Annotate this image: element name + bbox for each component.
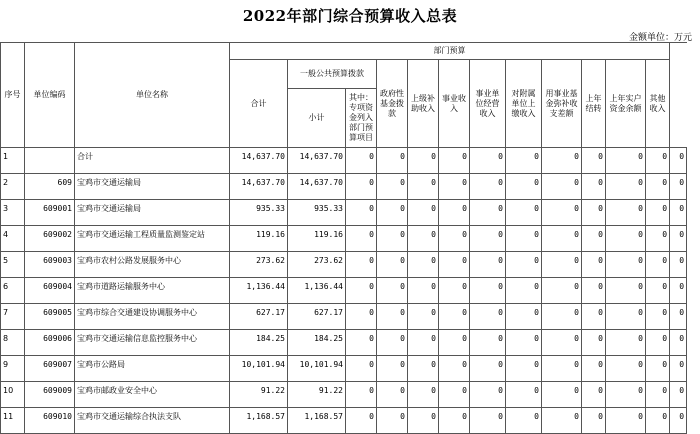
budget-table xyxy=(0,42,687,434)
cell-unit-name: 宝鸡市交通运输信息监控服务中心 xyxy=(75,330,230,356)
cell-amount: 0 xyxy=(582,278,606,304)
cell-amount: 0 xyxy=(346,408,377,434)
cell-amount: 0 xyxy=(470,252,506,278)
col-fund-balance: 用事业基金弥补收支差额 xyxy=(542,60,582,148)
cell-amount: 0 xyxy=(377,200,408,226)
cell-amount: 0 xyxy=(506,278,542,304)
cell-amount: 0 xyxy=(606,252,646,278)
cell-amount: 0 xyxy=(377,356,408,382)
cell-amount: 0 xyxy=(542,356,582,382)
cell-amount: 0 xyxy=(470,148,506,174)
cell-amount: 0 xyxy=(346,278,377,304)
cell-unit-name: 宝鸡市交通运输工程质量监测鉴定站 xyxy=(75,226,230,252)
cell-subtotal: 14,637.70 xyxy=(288,148,346,174)
col-subtotal: 小计 xyxy=(288,89,346,148)
col-seq: 序号 xyxy=(1,43,25,148)
cell-amount: 0 xyxy=(470,278,506,304)
cell-amount: 0 xyxy=(408,278,439,304)
cell-amount: 0 xyxy=(670,304,687,330)
cell-amount: 0 xyxy=(646,174,670,200)
cell-amount: 0 xyxy=(408,226,439,252)
cell-amount: 0 xyxy=(582,200,606,226)
table-row xyxy=(1,330,687,356)
cell-subtotal: 1,136.44 xyxy=(288,278,346,304)
cell-amount: 0 xyxy=(346,200,377,226)
cell-amount: 0 xyxy=(408,330,439,356)
col-total: 合计 xyxy=(230,60,288,148)
cell-amount: 0 xyxy=(439,330,470,356)
cell-amount: 0 xyxy=(439,408,470,434)
cell-amount: 0 xyxy=(582,304,606,330)
table-row xyxy=(1,304,687,330)
cell-unit-code: 609001 xyxy=(25,200,75,226)
col-general-budget: 一般公共预算拨款 xyxy=(288,60,377,89)
cell-amount: 0 xyxy=(646,330,670,356)
cell-amount: 0 xyxy=(542,382,582,408)
col-real-fund: 上年实户资金余额 xyxy=(606,60,646,148)
cell-seq: 6 xyxy=(1,278,25,304)
cell-amount: 0 xyxy=(670,252,687,278)
cell-subtotal: 91.22 xyxy=(288,382,346,408)
cell-seq: 1 xyxy=(1,148,25,174)
cell-unit-code xyxy=(25,148,75,174)
cell-amount: 0 xyxy=(670,148,687,174)
cell-amount: 0 xyxy=(470,200,506,226)
table-row xyxy=(1,356,687,382)
cell-amount: 0 xyxy=(439,356,470,382)
cell-amount: 0 xyxy=(408,174,439,200)
cell-amount: 0 xyxy=(346,226,377,252)
cell-seq: 8 xyxy=(1,330,25,356)
cell-subtotal: 935.33 xyxy=(288,200,346,226)
cell-amount: 0 xyxy=(506,200,542,226)
cell-amount: 0 xyxy=(346,174,377,200)
cell-amount: 0 xyxy=(606,278,646,304)
col-special-funds: 其中：专项资金列入部门预算项目 xyxy=(346,89,377,148)
cell-subtotal: 627.17 xyxy=(288,304,346,330)
cell-amount: 0 xyxy=(606,330,646,356)
cell-unit-name: 宝鸡市交通运输局 xyxy=(75,200,230,226)
cell-amount: 0 xyxy=(542,330,582,356)
cell-total: 119.16 xyxy=(230,226,288,252)
table-row xyxy=(1,382,687,408)
cell-amount: 0 xyxy=(377,278,408,304)
cell-amount: 0 xyxy=(377,330,408,356)
col-carryover: 上年结转 xyxy=(582,60,606,148)
cell-amount: 0 xyxy=(606,226,646,252)
cell-unit-code: 609010 xyxy=(25,408,75,434)
cell-unit-name: 宝鸡市公路局 xyxy=(75,356,230,382)
table-header xyxy=(1,43,687,148)
col-affiliated-income: 对附属单位上缴收入 xyxy=(506,60,542,148)
table-row xyxy=(1,252,687,278)
cell-amount: 0 xyxy=(670,356,687,382)
cell-amount: 0 xyxy=(377,382,408,408)
cell-amount: 0 xyxy=(582,356,606,382)
cell-unit-name: 宝鸡市邮政业安全中心 xyxy=(75,382,230,408)
cell-unit-code: 609007 xyxy=(25,356,75,382)
cell-amount: 0 xyxy=(439,226,470,252)
cell-amount: 0 xyxy=(582,174,606,200)
cell-amount: 0 xyxy=(377,226,408,252)
cell-amount: 0 xyxy=(582,408,606,434)
cell-amount: 0 xyxy=(646,278,670,304)
cell-amount: 0 xyxy=(582,226,606,252)
cell-unit-name: 宝鸡市综合交通建设协调服务中心 xyxy=(75,304,230,330)
cell-subtotal: 119.16 xyxy=(288,226,346,252)
cell-unit-code: 609005 xyxy=(25,304,75,330)
cell-amount: 0 xyxy=(606,148,646,174)
table-row xyxy=(1,226,687,252)
col-career-income: 事业收入 xyxy=(439,60,470,148)
cell-amount: 0 xyxy=(377,408,408,434)
cell-amount: 0 xyxy=(606,200,646,226)
cell-amount: 0 xyxy=(506,148,542,174)
cell-amount: 0 xyxy=(439,174,470,200)
cell-amount: 0 xyxy=(506,304,542,330)
cell-amount: 0 xyxy=(606,356,646,382)
cell-amount: 0 xyxy=(542,200,582,226)
cell-unit-name: 合计 xyxy=(75,148,230,174)
cell-amount: 0 xyxy=(439,304,470,330)
cell-amount: 0 xyxy=(646,356,670,382)
cell-total: 1,136.44 xyxy=(230,278,288,304)
cell-amount: 0 xyxy=(542,408,582,434)
cell-amount: 0 xyxy=(346,304,377,330)
table-row xyxy=(1,408,687,434)
cell-amount: 0 xyxy=(470,408,506,434)
currency-unit: 金额单位：万元 xyxy=(628,33,692,43)
cell-amount: 0 xyxy=(542,226,582,252)
cell-amount: 0 xyxy=(670,278,687,304)
cell-subtotal: 1,168.57 xyxy=(288,408,346,434)
cell-amount: 0 xyxy=(439,278,470,304)
cell-amount: 0 xyxy=(646,408,670,434)
cell-amount: 0 xyxy=(606,174,646,200)
cell-seq: 3 xyxy=(1,200,25,226)
cell-amount: 0 xyxy=(606,408,646,434)
cell-amount: 0 xyxy=(670,382,687,408)
cell-amount: 0 xyxy=(646,200,670,226)
cell-amount: 0 xyxy=(470,356,506,382)
cell-amount: 0 xyxy=(606,382,646,408)
cell-amount: 0 xyxy=(506,226,542,252)
cell-unit-code: 609004 xyxy=(25,278,75,304)
cell-amount: 0 xyxy=(646,226,670,252)
report-title: 2022年部门综合预算收入总表 xyxy=(242,7,458,25)
cell-unit-name: 宝鸡市农村公路发展服务中心 xyxy=(75,252,230,278)
cell-unit-code: 609006 xyxy=(25,330,75,356)
cell-amount: 0 xyxy=(542,304,582,330)
cell-seq: 7 xyxy=(1,304,25,330)
cell-amount: 0 xyxy=(408,148,439,174)
cell-amount: 0 xyxy=(377,174,408,200)
col-unit-code: 单位编码 xyxy=(25,43,75,148)
cell-amount: 0 xyxy=(542,278,582,304)
cell-amount: 0 xyxy=(346,330,377,356)
cell-total: 14,637.70 xyxy=(230,174,288,200)
cell-amount: 0 xyxy=(470,174,506,200)
cell-amount: 0 xyxy=(670,174,687,200)
cell-amount: 0 xyxy=(670,408,687,434)
cell-unit-code: 609003 xyxy=(25,252,75,278)
cell-amount: 0 xyxy=(506,174,542,200)
cell-amount: 0 xyxy=(346,356,377,382)
cell-amount: 0 xyxy=(646,382,670,408)
col-dept-budget: 部门预算 xyxy=(230,43,670,60)
cell-amount: 0 xyxy=(582,148,606,174)
cell-amount: 0 xyxy=(470,382,506,408)
cell-amount: 0 xyxy=(506,382,542,408)
cell-amount: 0 xyxy=(470,330,506,356)
cell-amount: 0 xyxy=(408,252,439,278)
cell-amount: 0 xyxy=(670,330,687,356)
cell-amount: 0 xyxy=(506,356,542,382)
cell-seq: 4 xyxy=(1,226,25,252)
cell-amount: 0 xyxy=(470,304,506,330)
cell-amount: 0 xyxy=(582,382,606,408)
cell-amount: 0 xyxy=(506,330,542,356)
cell-subtotal: 10,101.94 xyxy=(288,356,346,382)
cell-subtotal: 184.25 xyxy=(288,330,346,356)
table-row xyxy=(1,148,687,174)
cell-total: 935.33 xyxy=(230,200,288,226)
cell-total: 184.25 xyxy=(230,330,288,356)
cell-unit-code: 609 xyxy=(25,174,75,200)
cell-amount: 0 xyxy=(506,408,542,434)
cell-amount: 0 xyxy=(346,252,377,278)
cell-amount: 0 xyxy=(670,226,687,252)
cell-subtotal: 14,637.70 xyxy=(288,174,346,200)
cell-amount: 0 xyxy=(439,148,470,174)
cell-amount: 0 xyxy=(542,174,582,200)
cell-subtotal: 273.62 xyxy=(288,252,346,278)
cell-total: 10,101.94 xyxy=(230,356,288,382)
table-row xyxy=(1,174,687,200)
cell-amount: 0 xyxy=(646,148,670,174)
cell-total: 1,168.57 xyxy=(230,408,288,434)
cell-seq: 10 xyxy=(1,382,25,408)
cell-amount: 0 xyxy=(346,148,377,174)
cell-amount: 0 xyxy=(606,304,646,330)
cell-amount: 0 xyxy=(582,252,606,278)
cell-amount: 0 xyxy=(408,408,439,434)
cell-amount: 0 xyxy=(542,148,582,174)
cell-unit-name: 宝鸡市交通运输局 xyxy=(75,174,230,200)
cell-amount: 0 xyxy=(439,252,470,278)
cell-unit-code: 609002 xyxy=(25,226,75,252)
cell-total: 627.17 xyxy=(230,304,288,330)
col-gov-fund: 政府性基金拨款 xyxy=(377,60,408,148)
col-other-income: 其他收入 xyxy=(646,60,670,148)
cell-amount: 0 xyxy=(582,330,606,356)
cell-amount: 0 xyxy=(439,382,470,408)
cell-total: 14,637.70 xyxy=(230,148,288,174)
cell-amount: 0 xyxy=(377,148,408,174)
cell-unit-code: 609009 xyxy=(25,382,75,408)
cell-amount: 0 xyxy=(377,252,408,278)
cell-unit-name: 宝鸡市交通运输综合执法支队 xyxy=(75,408,230,434)
cell-amount: 0 xyxy=(670,200,687,226)
table-row xyxy=(1,200,687,226)
cell-amount: 0 xyxy=(377,304,408,330)
cell-total: 273.62 xyxy=(230,252,288,278)
cell-amount: 0 xyxy=(408,200,439,226)
col-operation-income: 事业单位经营收入 xyxy=(470,60,506,148)
cell-amount: 0 xyxy=(408,304,439,330)
cell-amount: 0 xyxy=(439,200,470,226)
cell-seq: 5 xyxy=(1,252,25,278)
cell-seq: 9 xyxy=(1,356,25,382)
col-superior-subsidy: 上级补助收入 xyxy=(408,60,439,148)
cell-amount: 0 xyxy=(542,252,582,278)
cell-amount: 0 xyxy=(470,226,506,252)
col-unit-name: 单位名称 xyxy=(75,43,230,148)
cell-unit-name: 宝鸡市道路运输服务中心 xyxy=(75,278,230,304)
table-row xyxy=(1,278,687,304)
cell-seq: 11 xyxy=(1,408,25,434)
table-body xyxy=(1,148,687,434)
cell-total: 91.22 xyxy=(230,382,288,408)
cell-amount: 0 xyxy=(646,304,670,330)
cell-amount: 0 xyxy=(346,382,377,408)
cell-amount: 0 xyxy=(408,356,439,382)
cell-amount: 0 xyxy=(506,252,542,278)
cell-amount: 0 xyxy=(408,382,439,408)
cell-amount: 0 xyxy=(646,252,670,278)
cell-seq: 2 xyxy=(1,174,25,200)
